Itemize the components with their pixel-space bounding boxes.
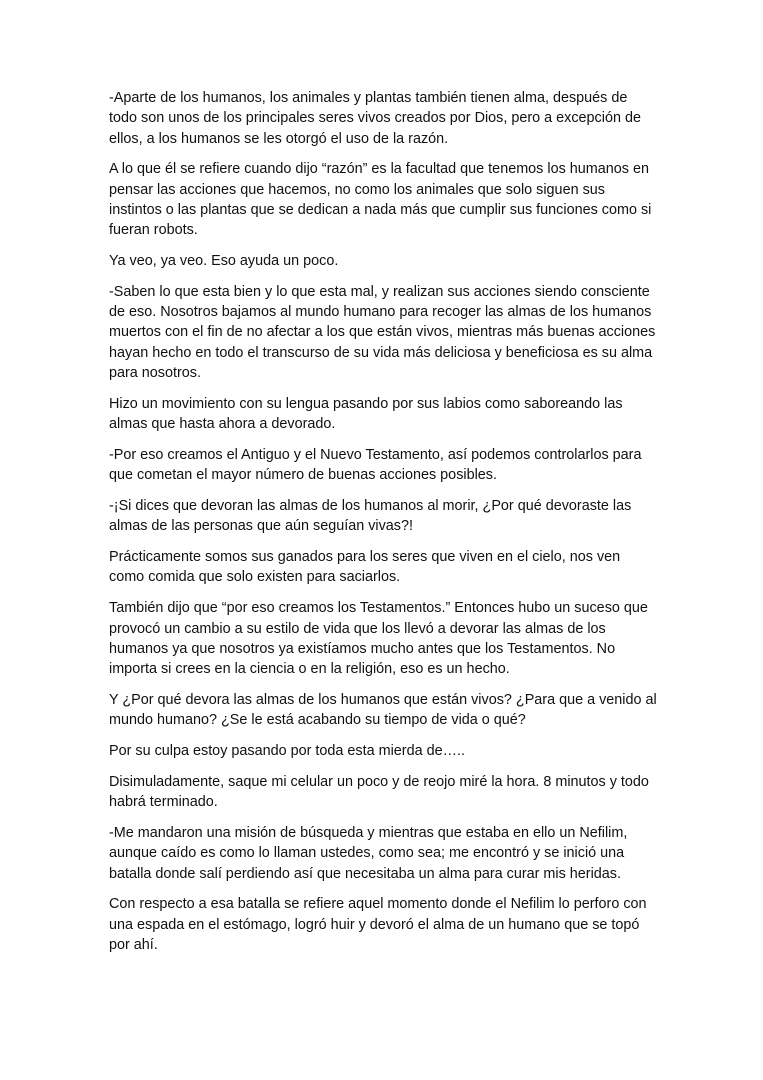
paragraph: Y ¿Por qué devora las almas de los humanos que están vivos? ¿Para que a venido al mundo humano? ¿Se le está acabando su tiempo de vida o qué? [109, 691, 657, 729]
paragraph: Con respecto a esa batalla se refiere aquel momento donde el Nefilim lo perforo con una espada en el estómago, logró huir y devoró el alma de un humano que se topó por ahí. [109, 896, 647, 953]
paragraph: Ya veo, ya veo. Eso ayuda un poco. [109, 253, 339, 270]
paragraph: Por su culpa estoy pasando por toda esta mierda de….. [109, 743, 465, 760]
paragraph: -Saben lo que esta bien y lo que esta mal, y realizan sus acciones siendo consciente de eso. Nosotros bajamos al mundo humano para recoger las almas de los humanos muertos con el fin de no afectar a los que están vivos, mientras más buenas acciones hayan hecho en todo el transcurso de su vida más deliciosa y beneficiosa es su alma para nosotros. [109, 283, 656, 382]
paragraph: -¡Si dices que devoran las almas de los humanos al morir, ¿Por qué devoraste las almas de las personas que aún seguían vivas?! [109, 498, 632, 535]
paragraph: Hizo un movimiento con su lengua pasando por sus labios como saboreando las almas que hasta ahora a devorado. [109, 395, 623, 433]
paragraph: -Me mandaron una misión de búsqueda y mientras que estaba en ello un Nefilim, aunque caído es como lo llaman ustedes, como sea; me encontró y se inició una batalla donde salí perdiendo así que necesitaba un alma para curar mis heridas. [109, 824, 628, 882]
paragraph: Disimuladamente, saque mi celular un poco y de reojo miré la hora. 8 minutos y todo habrá terminado. [109, 773, 649, 811]
paragraph: A lo que él se refiere cuando dijo “razón” es la facultad que tenemos los humanos en pensar las acciones que hacemos, no como los animales que solo siguen sus instintos o las plantas que se dedican a nada más que cumplir sus funciones como si fueran robots. [109, 161, 652, 239]
paragraph: -Aparte de los humanos, los animales y plantas también tienen alma, después de todo son unos de los principales seres vivos creados por Dios, pero a excepción de ellos, a los humanos se les otorgó el uso de la razón. [109, 90, 641, 147]
document-body [109, 88, 657, 966]
paragraph: También dijo que “por eso creamos los Testamentos.” Entonces hubo un suceso que provocó un cambio a su estilo de vida que los llevó a devorar las almas de los humanos ya que nosotros ya existíamos mucho antes que los Testamentos. No importa si crees en la ciencia o en la religión, eso es un hecho. [109, 600, 648, 678]
paragraph: Prácticamente somos sus ganados para los seres que viven en el cielo, nos ven como comida que solo existen para saciarlos. [109, 549, 621, 586]
paragraph: -Por eso creamos el Antiguo y el Nuevo Testamento, así podemos controlarlos para que cometan el mayor número de buenas acciones posibles. [109, 446, 642, 484]
